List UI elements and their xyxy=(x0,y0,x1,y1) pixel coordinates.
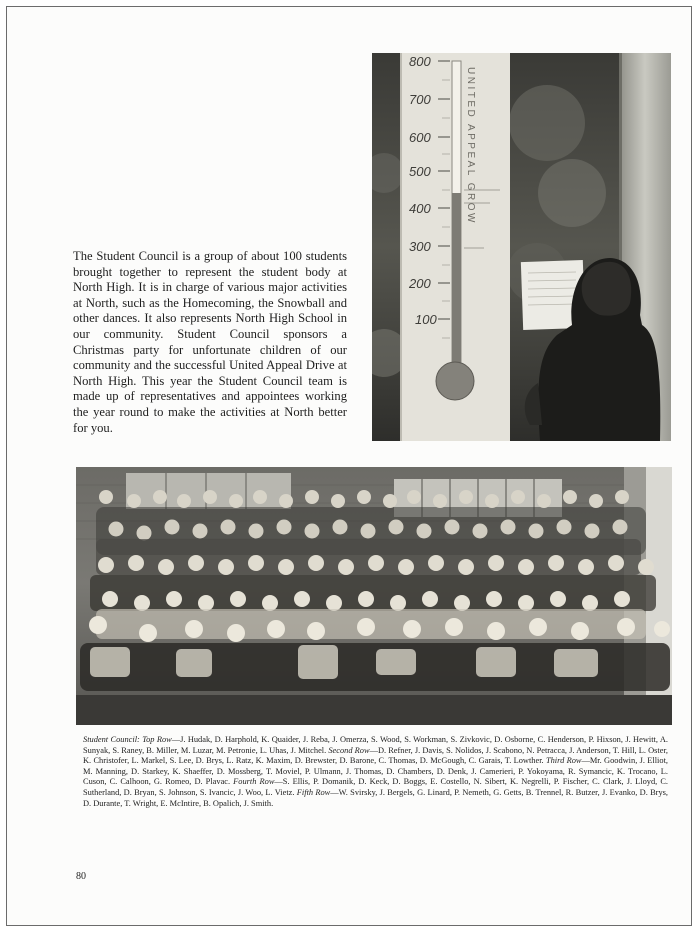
caption-row-names: S. Ellis, P. Domanik, D. Keck, D. Boggs, E. Costello, N. Sibert, K. Negrelli, P. Fischer, C. Clark, J. Lloyd, C. Sutherland, D. Bryan, S. Johnson, S. Ivancic, J. Woo, L. Vietz. xyxy=(83,777,668,797)
scale-label-600: 600 xyxy=(409,130,431,145)
caption-row-label: Fourth Row xyxy=(233,777,275,787)
scale-label-800: 800 xyxy=(409,54,431,69)
group-photo xyxy=(76,467,672,725)
caption-row-label: Second Row xyxy=(328,745,370,755)
caption-row-label: Top Row xyxy=(142,735,172,744)
caption-row-label: Fifth Row xyxy=(296,787,331,797)
scale-label-300: 300 xyxy=(409,239,431,254)
caption-title: Student Council: xyxy=(83,735,140,744)
intro-paragraph: The Student Council is a group of about 100 students brought together to represent the student body at North High. It is in charge of various major activities at North, such as the Homecoming, the Snowball and other dances. It also represents North High School in our community. Student Council sponsors a Christmas party for unfortunate children of our community and the successful United Appeal Drive at North High. This year the Student Council team is made up of representatives and appointees working the year round to make the activities at North better for you. xyxy=(73,249,347,435)
caption-row-label: Third Row xyxy=(545,756,582,766)
united-appeal-vertical-text: UNITED APPEAL GROW xyxy=(465,67,476,225)
photo-caption: Student Council: Top Row—J. Hudak, D. Harphold, K. Quaider, J. Reba, J. Omerza, S. Wood, S. Workman, S. Zivkovic, D. Osborne, C. Henderson, P. Hixson, J. Hewitt, A. Sunyak, S. Raney, B. Miller, M. Luzar, M. Petronie, L. Uhas, J. Mitchel. Second Row—D. Refner, J. Davis, S. Nolidos, J. Scabono, N. Petracca, J. Anderson, T. Hill, L. Oster, K. Christofer, L. Markel, S. Lee, D. Brys, L. Ratz, K. Maxim, D. Brewster, D. Barone, C. Thomas, D. McGough, C. Garais, T. Lowther. Third Row—Mr. Goodwin, J. Elliot, M. Manning, D. Starkey, K. Shaeffer, D. Mossberg, T. Moviel, P. Ulmann, J. Thomas, D. Chambers, D. Denk, J. Camerieri, P. Yokoyama, R. Symancic, K. Trocano, L. Cuson, C. Calhoon, G. Romeo, D. Plavac. Fourth Row—S. Ellis, P. Domanik, D. Keck, D. Boggs, E. Costello, N. Sibert, K. Negrelli, P. Fischer, C. Clark, J. Lloyd, C. Sutherland, D. Bryan, S. Johnson, S. Ivancic, J. Woo, L. Vietz. Fifth Row—W. Svirsky, J. Bergels, G. Linard, P. Nemeth, G. Getts, B. Trennel, R. Butzer, J. Evanko, D. Brys, D. Durante, T. Wright, E. McIntire, B. Opalich, J. Smith. xyxy=(83,735,669,808)
caption-row-names: D. Refner, J. Davis, S. Nolidos, J. Scabono, N. Petracca, J. Anderson, T. Hill, L. Oster, K. Christofer, L. Markel, S. Lee, D. Brys, L. Ratz, K. Maxim, D. Brewster, D. Barone, C. Thomas, D. McGough, C. Garais, T. Lowther. xyxy=(83,745,669,766)
caption-row-names: J. Hudak, D. Harphold, K. Quaider, J. Reba, J. Omerza, S. Wood, S. Workman, S. Zivkovic, D. Osborne, C. Henderson, P. Hixson, J. Hewitt, A. Sunyak, S. Raney, B. Miller, M. Luzar, M. Petronie, L. Uhas, J. Mitchel. xyxy=(83,735,668,755)
scale-label-100: 100 xyxy=(415,312,437,327)
thermometer-photo xyxy=(372,53,671,441)
yearbook-page xyxy=(6,6,692,926)
page-number: 80 xyxy=(76,871,86,882)
scale-label-200: 200 xyxy=(409,276,431,291)
scale-label-700: 700 xyxy=(409,92,431,107)
scale-label-500: 500 xyxy=(409,164,431,179)
scale-label-400: 400 xyxy=(409,201,431,216)
caption-row-names: Mr. Goodwin, J. Elliot, M. Manning, D. Starkey, K. Shaeffer, D. Mossberg, T. Moviel, P. Ulmann, J. Thomas, D. Chambers, D. Denk, J. Camerieri, P. Yokoyama, R. Symancic, K. Trocano, L. Cuson, C. Calhoon, G. Romeo, D. Plavac. xyxy=(83,756,668,787)
caption-row-names: W. Svirsky, J. Bergels, G. Linard, P. Nemeth, G. Getts, B. Trennel, R. Butzer, J. Evanko, D. Brys, D. Durante, T. Wright, E. McIntire, B. Opalich, J. Smith. xyxy=(83,787,668,808)
